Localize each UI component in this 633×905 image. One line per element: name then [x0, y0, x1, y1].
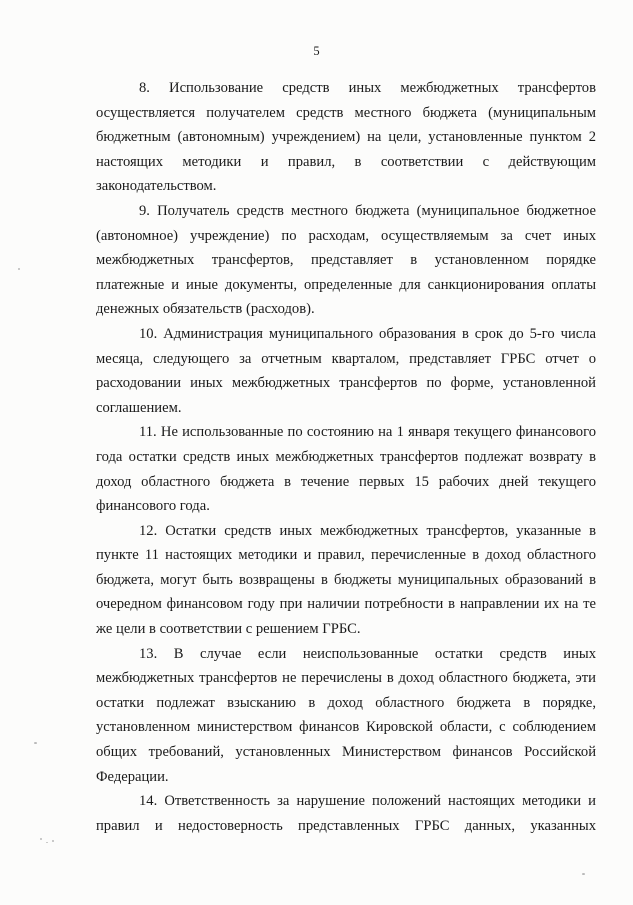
scan-speck — [40, 838, 42, 840]
page-number: 5 — [313, 44, 320, 58]
scan-speck — [52, 840, 54, 842]
paragraph-12: 12. Остатки средств иных межбюджетных трансфертов, указанные в пункте 11 настоящих методики и правил, перечисленные в доход областного бюджета, могут быть возвращены в бюджеты муниципальных образований в очередном финансовом году при наличии потребности в направлении их на те же цели в соответствии с решением ГРБС. — [96, 522, 596, 638]
paragraph-9: 9. Получатель средств местного бюджета (муниципальное бюджетное (автономное) учреждение) по расходам, осуществляемым за счет иных межбюджетных трансфертов, представляет в установленном порядке платежные и иные документы, определенные для санкционирования оплаты денежных обязательств (расходов). — [96, 202, 596, 318]
paragraph-8: 8. Использование средств иных межбюджетных трансфертов осуществляется получателем средств местного бюджета (муниципальным бюджетным (автономным) учреждением) на цели, установленные пунктом 2 настоящих методики и правил, в соответствии с действующим законодательством. — [96, 80, 596, 195]
scan-speck — [18, 268, 20, 270]
paragraph-13: 13. В случае если неиспользованные остатки средств иных межбюджетных трансфертов не перечислены в доход областного бюджета, эти остатки подлежат взысканию в доход областного бюджета в порядке, установленном министерством финансов Кировской области, с соблюдением общих требований, установленных Министерством финансов Российской Федерации. — [96, 645, 596, 785]
scan-speck — [582, 873, 585, 875]
paragraph-14: 14. Ответственность за нарушение положений настоящих методики и правил и недостоверность представленных ГРБС данных, указанных — [96, 793, 596, 834]
paragraph-10: 10. Администрация муниципального образования в срок до 5-го числа месяца, следующего за отчетным кварталом, представляет ГРБС отчет о расходовании иных межбюджетных трансфертов по форме, установленной соглашением. — [96, 325, 596, 416]
scan-speck — [34, 742, 37, 744]
paragraph-11: 11. Не использованные по состоянию на 1 января текущего финансового года остатки средств иных межбюджетных трансфертов подлежат возврату в доход областного бюджета в течение первых 15 рабочих дней текущего финансового года. — [96, 424, 596, 515]
scan-speck — [46, 842, 48, 843]
document-body — [96, 76, 596, 838]
